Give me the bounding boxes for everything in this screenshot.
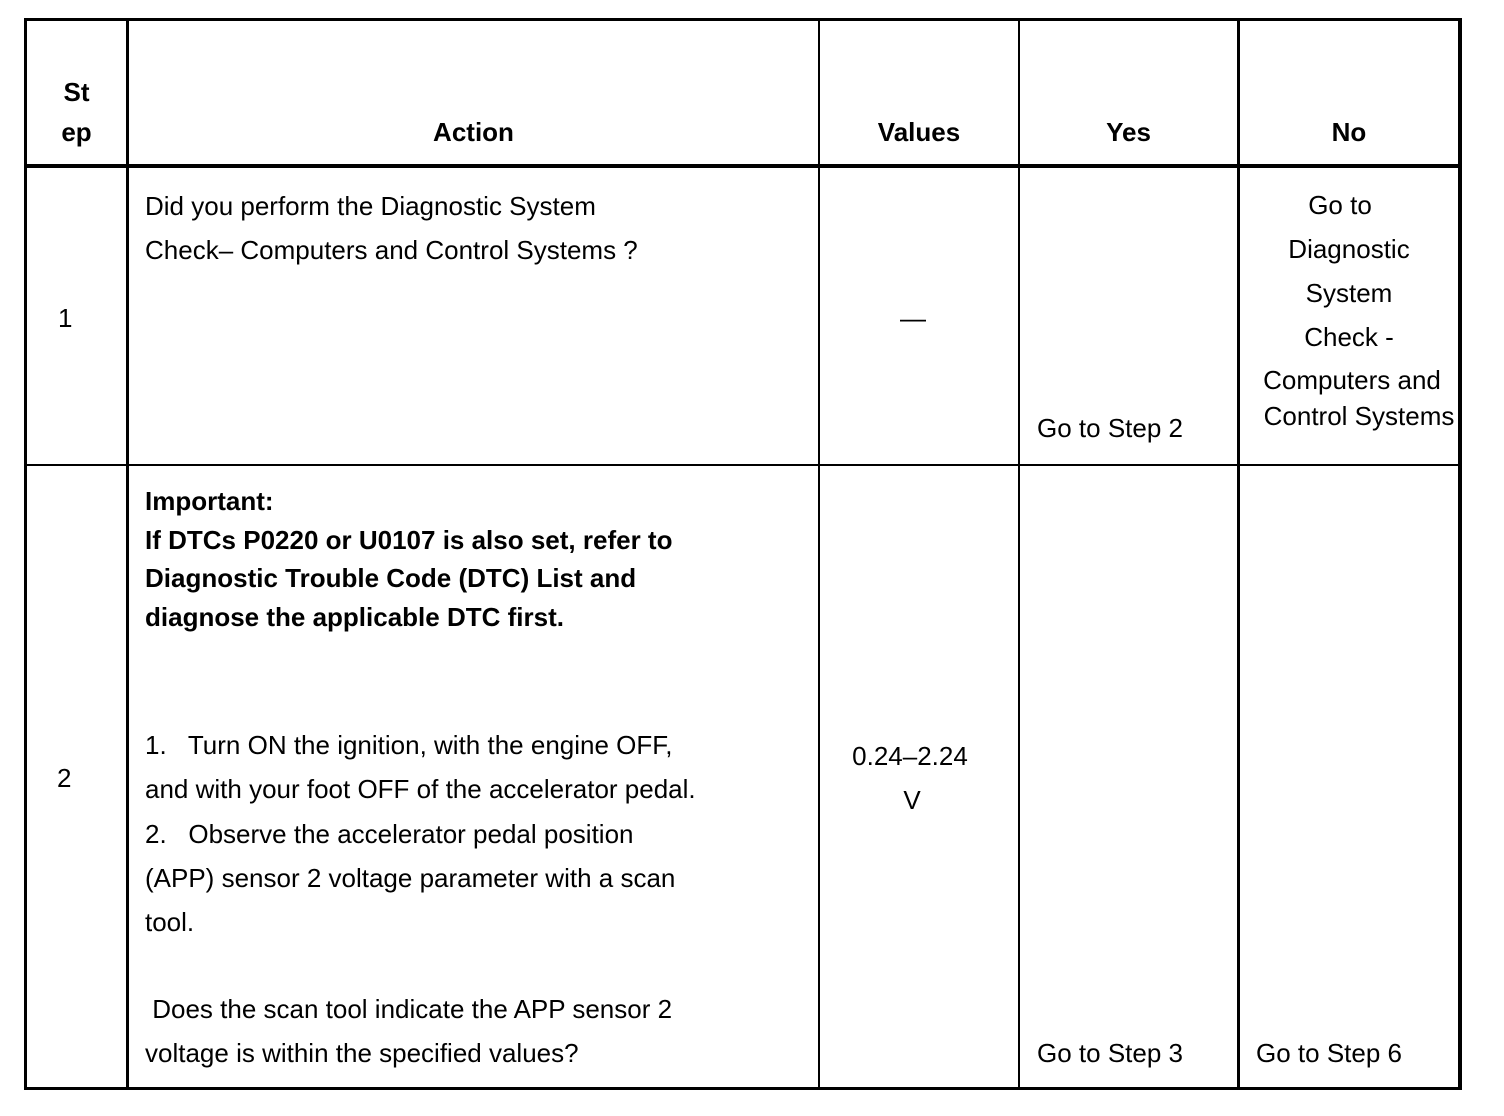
action-text: 1. Turn ON the ignition, with the engine OFF, [145, 730, 673, 760]
important-text: If DTCs P0220 or U0107 is also set, refer to [145, 525, 673, 555]
header-step-line1: St [63, 77, 90, 107]
column-divider-values [1018, 18, 1020, 1090]
header-step [27, 77, 126, 147]
step-number: 1 [58, 303, 73, 333]
question-text: voltage is within the specified values? [145, 1038, 579, 1068]
no-link-line: Check - [1304, 322, 1394, 352]
question-text: Does the scan tool indicate the APP sensor 2 [145, 994, 673, 1024]
column-divider-yes [1237, 18, 1240, 1090]
step-number: 2 [57, 763, 72, 793]
header-yes: Yes [1106, 117, 1151, 147]
action-text: (APP) sensor 2 voltage parameter with a scan [145, 863, 676, 893]
no-link[interactable]: Go to Step 6 [1256, 1038, 1402, 1068]
action-text: 2. Observe the accelerator pedal position [145, 819, 634, 849]
action-text: Did you perform the Diagnostic System [145, 191, 596, 221]
no-link-line: Computers and [1263, 365, 1441, 395]
header-no: No [1331, 117, 1367, 147]
header-action: Action [433, 117, 514, 147]
header-divider [24, 164, 1462, 168]
table-border-left [24, 18, 27, 1090]
value-range: 0.24–2.24 [852, 741, 968, 771]
action-text: Check– Computers and Control Systems ? [145, 235, 638, 265]
table-border-top [24, 18, 1462, 21]
column-divider-step [126, 18, 129, 1090]
value-unit: V [903, 785, 921, 815]
no-link-line: Control Systems [1263, 401, 1455, 431]
row-divider [24, 464, 1462, 466]
yes-link[interactable]: Go to Step 2 [1037, 413, 1183, 443]
table-border-bottom [24, 1087, 1462, 1090]
important-heading: Important: [145, 486, 274, 516]
header-step-line2: ep [61, 117, 92, 147]
no-link-line: System [1305, 278, 1393, 308]
table-border-right [1458, 18, 1462, 1090]
no-link[interactable] [1240, 190, 1458, 431]
yes-link[interactable]: Go to Step 3 [1037, 1038, 1183, 1068]
value-text: — [900, 303, 926, 333]
no-link-line: Diagnostic [1288, 234, 1410, 264]
action-text: and with your foot OFF of the accelerator pedal. [145, 774, 696, 804]
important-text: Diagnostic Trouble Code (DTC) List and [145, 563, 637, 593]
important-text: diagnose the applicable DTC first. [145, 602, 564, 632]
header-values: Values [877, 117, 961, 147]
no-link-line: Go to [1308, 190, 1372, 220]
column-divider-action [818, 18, 820, 1090]
action-text: tool. [145, 907, 195, 937]
